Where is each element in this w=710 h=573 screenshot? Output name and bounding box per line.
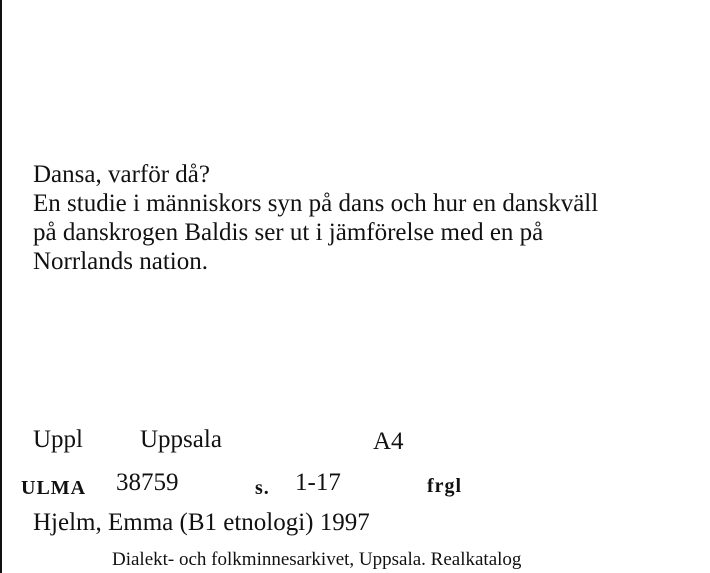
card-title-block — [33, 160, 598, 276]
province-code: Uppl — [33, 426, 83, 453]
title-line-3: på danskrogen Baldis ser ut i jämförelse med en på — [33, 219, 544, 246]
archive-code: ULMA — [21, 477, 87, 499]
title-line-1: Dansa, varför då? — [33, 161, 210, 188]
card-left-border — [0, 0, 2, 573]
archive-footer: Dialekt- och folkminnesarkivet, Uppsala. Realkatalog — [112, 549, 522, 570]
place-name: Uppsala — [140, 426, 222, 453]
record-type-code: frgl — [427, 475, 463, 497]
pages-label: s. — [255, 477, 270, 499]
title-line-2: En studie i människors syn på dans och hur en danskväll — [33, 190, 599, 217]
record-number: 38759 — [116, 469, 179, 496]
paper-format: A4 — [373, 428, 404, 455]
title-line-4: Norrlands nation. — [33, 248, 208, 275]
page-range: 1-17 — [295, 469, 341, 496]
author-line: Hjelm, Emma (B1 etnologi) 1997 — [33, 509, 370, 536]
